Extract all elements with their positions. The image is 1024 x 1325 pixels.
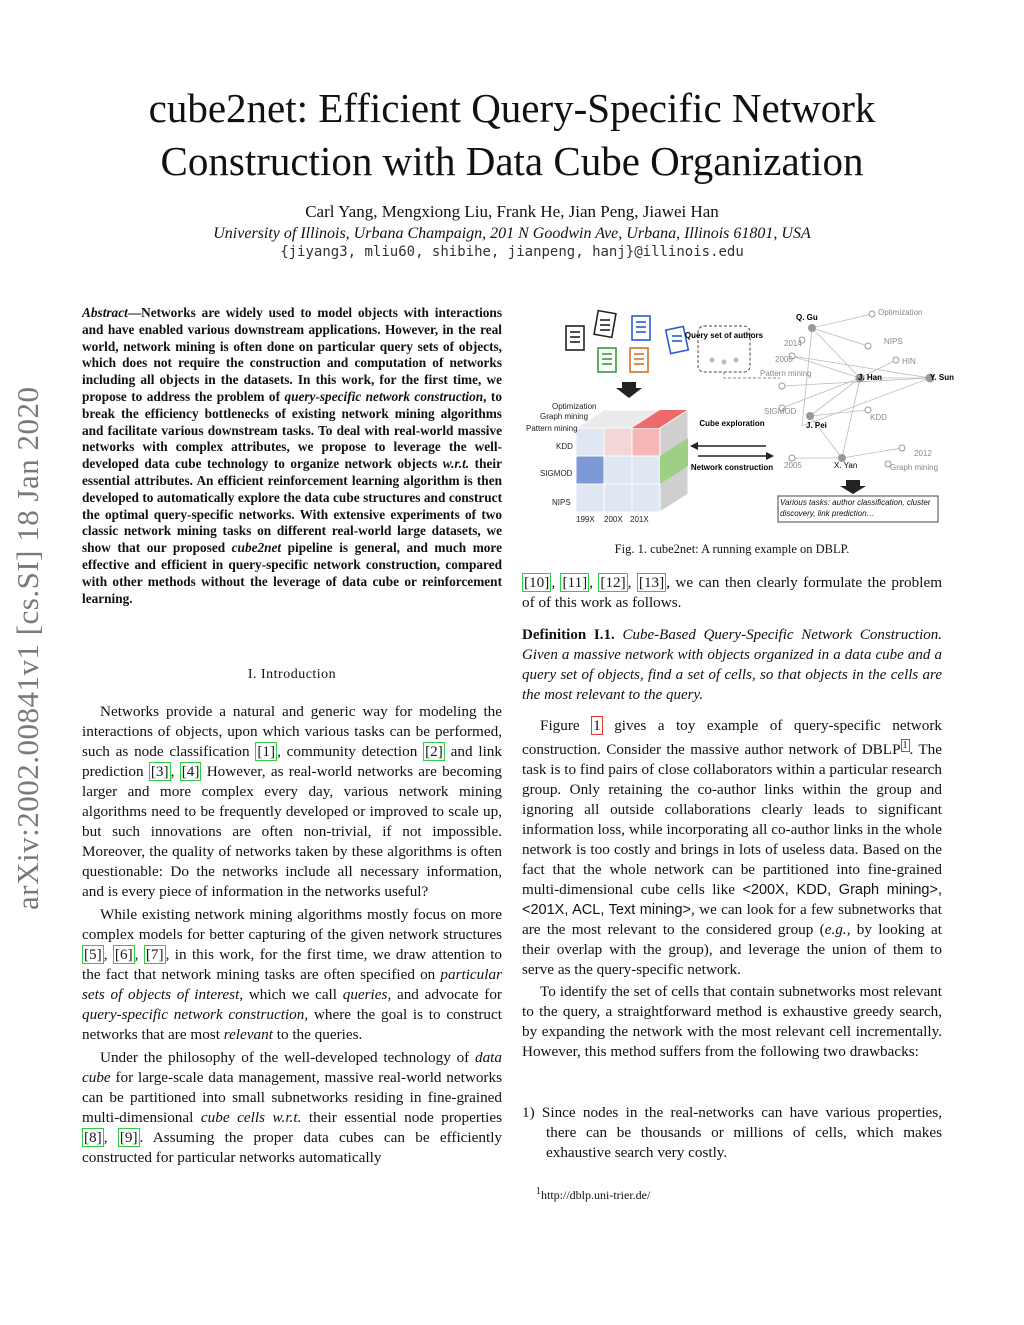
affiliation: University of Illinois, Urbana Champaign, 201 N Goodwin Ave, Urbana, Illinois 61801, USA (213, 225, 811, 242)
svg-text:NIPS: NIPS (884, 337, 903, 346)
svg-text:Optimization: Optimization (878, 308, 923, 317)
svg-text:Y. Sun: Y. Sun (930, 373, 955, 382)
svg-text:Pattern mining: Pattern mining (760, 369, 812, 378)
svg-text:HIN: HIN (902, 357, 916, 366)
abstract-text: pipeline is general, and much more effective and efficient in query-specific network construction, compared with other methods without the leverage of data cube or reinforcement learning. (82, 540, 502, 606)
abstract-text: their essential attributes. An efficient reinforcement learning algorithm is then developed to automatically explore the data cube structures and construct the optimal query-specific networks. With extensive experiments of two classic network mining tasks on different real-world large datasets, we show that our proposed (82, 456, 502, 556)
svg-text:NIPS: NIPS (552, 498, 571, 507)
paragraph: Under the philosophy of the well-developed technology of data cube for large-scale data management, massive real-world networks can be partitioned into small subnetworks residing in fine-grained multi-dimensional cube cells w.r.t. their essential node properties [8] , [9] . Assuming the proper data cubes can be efficiently constructed for particular networks automatically (82, 1049, 503, 1166)
title-line-1: cube2net: Efficient Query-Specific Network (148, 85, 876, 131)
network-edges (782, 314, 930, 458)
arrow-down-icon (840, 480, 866, 494)
svg-text:Optimization: Optimization (552, 402, 597, 411)
right-body (522, 716, 942, 1062)
svg-text:2014: 2014 (784, 339, 802, 348)
svg-text:J. Han: J. Han (858, 373, 883, 382)
citation-link[interactable]: [10] (524, 574, 550, 591)
citation-link[interactable]: [12] (600, 574, 626, 591)
svg-text:2005: 2005 (784, 461, 802, 470)
definition (522, 625, 942, 705)
authors: Carl Yang, Mengxiong Liu, Frank He, Jian Peng, Jiawei Han (305, 202, 719, 221)
figure-link[interactable]: 1 (593, 717, 601, 734)
abstract-text: , to break the efficiency bottlenecks of existing network mining algorithms and facilitate various downstream tasks. To deal with real-world massive networks with complex attributes, we propose to leverage the well-developed data cube technology to organize network objects (82, 388, 502, 472)
definition-label: Definition I.1. (522, 627, 615, 643)
network-construction-label: Network construction (690, 463, 774, 472)
svg-text:KDD: KDD (870, 413, 887, 422)
svg-text:2000: 2000 (775, 355, 793, 364)
query-set-label: Query set of authors (684, 331, 764, 340)
citation-link[interactable]: [9] (119, 1129, 138, 1146)
svg-text:SIGMOD: SIGMOD (764, 407, 797, 416)
paragraph: While existing network mining algorithms mostly focus on more complex models for better capturing of the given network structures [5] , [6] , [7] , in this work, for the first time, we draw attention to the fact that network mining tasks are often specified on particular sets of objects of interest, which we call queries, and advocate for query-specific network construction, where the goal is to construct networks that are most relevant to the queries. (82, 906, 503, 1043)
data-cube (576, 410, 688, 512)
definition-text: Cube-Based Query-Specific Network Construction. Given a massive network with objects organized in a data cube and a query set of objects, find a set of cells, so that objects in the cells are the most relevant to the query. (522, 627, 942, 703)
citation-link[interactable]: [7] (145, 946, 164, 963)
arrow-down-icon (616, 382, 642, 398)
svg-text:SIGMOD: SIGMOD (540, 469, 573, 478)
citation-link[interactable]: [2] (425, 743, 443, 760)
footnote-link[interactable]: 1 (902, 740, 908, 751)
document-icons (566, 311, 688, 372)
right-intro: [10] , [11] , [12] , [13] , we can then clearly formulate the problem of of this work as follows. (522, 574, 943, 611)
title-line-2: Construction with Data Cube Organization (160, 138, 864, 184)
svg-text:Graph mining: Graph mining (890, 463, 939, 472)
svg-text:KDD: KDD (556, 442, 573, 451)
abstract-emphasis: cube2net (231, 540, 282, 556)
citation-link[interactable]: [6] (114, 946, 133, 963)
svg-text:Q. Gu: Q. Gu (796, 313, 818, 322)
citation-link[interactable]: [3] (150, 763, 169, 780)
figure-caption: Fig. 1. cube2net: A running example on DBLP. (614, 542, 850, 556)
abstract-emphasis: query-specific network construction (284, 388, 484, 404)
svg-text:200X: 200X (604, 515, 623, 524)
abstract (82, 305, 502, 607)
email: {jiyang3, mliu60, shibihe, jianpeng, hanj}@illinois.edu (280, 244, 744, 260)
footnote: $^1$http://dblp.uni-trier.de/ (536, 1186, 651, 1202)
section-heading: I. Introduction (247, 667, 337, 682)
svg-text:Graph mining: Graph mining (540, 412, 589, 421)
svg-text:Pattern mining: Pattern mining (526, 424, 578, 433)
citation-link[interactable]: [8] (84, 1129, 102, 1146)
paragraph: Networks provide a natural and generic way for modeling the interactions of objects, upon which various tasks can be performed, such as node classification [1] , community detection [2] and link prediction [3] , [4] However, as real-world networks are becoming larger and more complex every day, various network mining algorithms need to be frequently developed or improved to scale up, but such innovations are often non-trivial, if not impossible. Moreover, the quality of networks taken by these algorithms is often questionable: Do the networks include all necessary information, and is every piece of information in the networks useful? (82, 703, 503, 900)
paper-title (100, 82, 924, 188)
citation-link[interactable]: [4] (181, 763, 200, 780)
citation-link[interactable]: [13] (638, 574, 665, 591)
citation-link[interactable]: [11] (562, 574, 588, 591)
abstract-text: —Networks are widely used to model objects with interactions and have enabled various downstream applications. However, in the real world, network mining is often done on particular query sets of objects, which does not require the construction and computation of networks including all objects in the datasets. In this work, for the first time, we propose to address the problem of (82, 305, 502, 404)
svg-text:X. Yan: X. Yan (834, 461, 858, 470)
abstract-emphasis: w.r.t. (442, 456, 470, 472)
intro-body (82, 702, 502, 1168)
figure-1 (522, 298, 955, 530)
citation-link[interactable]: [1] (257, 743, 276, 760)
svg-text:199X: 199X (576, 515, 595, 524)
paragraph: Figure 1 gives a toy example of query-specific network construction. Consider the massive author network of DBLP $^1$ . The task is to find pairs of close collaborators within a particular research group. Only retaining the co-author links within the group and ignoring all outside collaborations clearly leads to significant information loss, while incorporating all co-author links in the whole network is too costly and brings in lots of useless data. Based on the fact that the whole network can be partitioned into fine-grained multi-dimensional cube cells like <200X, KDD, Graph mining>, <201X, ACL, Text mining>, we can look for a few subnetworks that are the most relevant to the considered group (e.g., by looking at their overlap with the group), and leverage the union of them to serve as the query-specific network. (522, 717, 942, 979)
arrow-right-icon (766, 452, 774, 460)
arrow-left-icon (690, 442, 698, 450)
paragraph: To identify the set of cells that contain subnetworks most relevant to the query, a straightforward method is exhaustive greedy search, by expanding the network with the most relevant cell incrementally. However, this method suffers from the following two drawbacks: (522, 983, 942, 1061)
svg-text:J. Pei: J. Pei (806, 421, 827, 430)
abstract-label: Abstract (82, 305, 128, 320)
svg-text:201X: 201X (630, 515, 649, 524)
list-item: 1) Since nodes in the real-networks can have various properties, there can be thousands or millions of cells, which makes exhaustive search very costly. (522, 1104, 942, 1161)
svg-text:2012: 2012 (914, 449, 932, 458)
tasks-label: Various tasks: author classification, cluster discovery, link prediction… (780, 498, 931, 518)
cube-exploration-label: Cube exploration (699, 419, 765, 428)
arxiv-sidebar-stamp: arXiv:2002.00841v1 [cs.SI] 18 Jan 2020 (10, 386, 45, 910)
citation-link[interactable]: [5] (84, 946, 102, 963)
